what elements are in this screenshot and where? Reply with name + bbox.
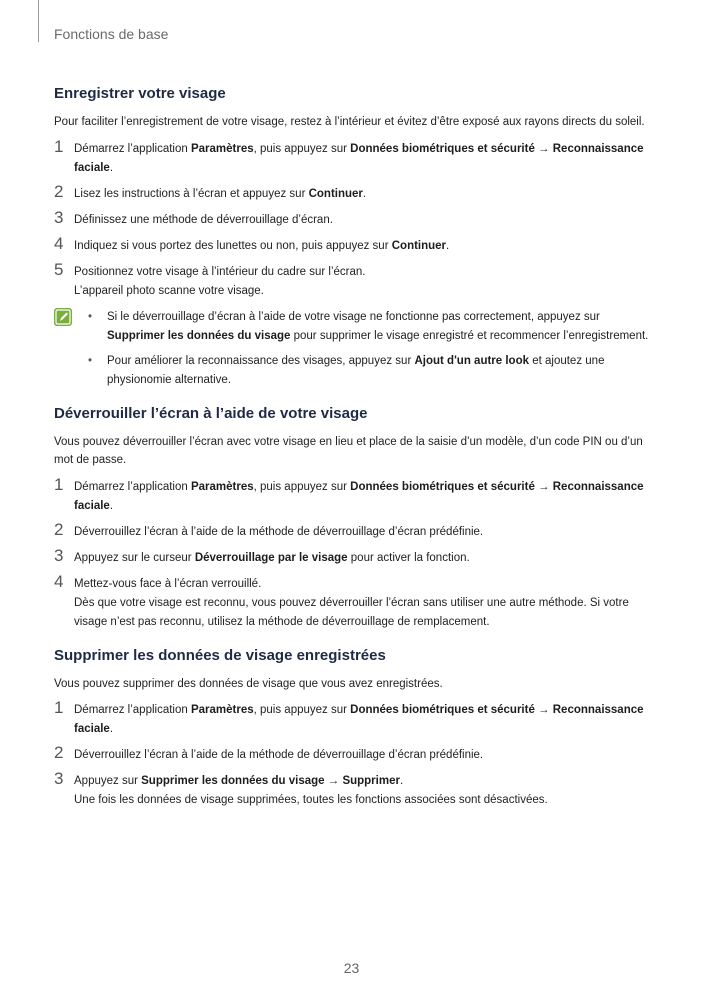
step-number: 4 xyxy=(54,571,64,591)
step-text-part: Positionnez votre visage à l’intérieur du cadre sur l’écran. xyxy=(74,265,366,278)
step-text-part: . xyxy=(362,187,367,200)
step-text xyxy=(74,240,449,252)
step-number: 3 xyxy=(54,545,64,565)
note-text: et ajoutez une physionomie alternative. xyxy=(107,354,605,386)
step-emphasis: Déverrouillage par le visage xyxy=(194,551,348,564)
step-item xyxy=(54,769,650,810)
step-item xyxy=(54,207,650,230)
step-text-part: . xyxy=(109,161,114,174)
step-text-part: Déverrouillez l’écran à l’aide de la méthode de déverrouillage d’écran prédéfinie. xyxy=(74,749,484,761)
step-text-part: Déverrouillez l’écran à l’aide de la méthode de déverrouillage d’écran prédéfinie. xyxy=(74,525,484,538)
note-emphasis: Supprimer les données du visage xyxy=(107,329,291,342)
step-text xyxy=(74,552,470,564)
step-text xyxy=(74,266,365,278)
step-item xyxy=(54,181,650,204)
step-item xyxy=(54,571,650,632)
page-header: Fonctions de base xyxy=(54,26,169,42)
step-emphasis: Données biométriques et sécurité xyxy=(350,704,535,716)
step-text-part: Démarrez l’application xyxy=(74,480,191,493)
step-emphasis: Paramètres xyxy=(190,480,254,493)
step-number: 2 xyxy=(54,743,64,762)
note-emphasis: Ajout d'un autre look xyxy=(414,354,530,367)
step-text-part: Définissez une méthode de déverrouillage d’écran. xyxy=(74,213,333,226)
step-emphasis: Reconnaissance faciale xyxy=(74,704,644,735)
step-emphasis: Continuer xyxy=(308,187,363,200)
section xyxy=(54,404,650,632)
step-emphasis: Données biométriques et sécurité xyxy=(350,480,535,493)
step-text-part: Mettez-vous face à l’écran verrouillé. xyxy=(74,577,262,590)
note-text: Pour améliorer la reconnaissance des visages, appuyez sur xyxy=(107,354,415,367)
step-item xyxy=(54,259,650,301)
step-text-part: → xyxy=(534,142,553,155)
step-number: 4 xyxy=(54,233,64,253)
step-text-part: . xyxy=(399,775,404,787)
note-bullet xyxy=(88,308,650,346)
step-item xyxy=(54,474,650,516)
step-text-part: , puis appuyez sur xyxy=(253,704,351,716)
page-number: 23 xyxy=(343,960,360,976)
step-emphasis: Supprimer les données du visage xyxy=(141,775,325,787)
step-text-part: Appuyez sur le curseur xyxy=(74,551,195,564)
note-box xyxy=(54,308,650,390)
step-subtext: L’appareil photo scanne votre visage. xyxy=(74,284,264,297)
step-text-part: Lisez les instructions à l’écran et appuyez sur xyxy=(74,187,309,200)
step-number: 1 xyxy=(54,474,64,494)
step-emphasis: Supprimer xyxy=(342,775,400,787)
step-text-part: . xyxy=(109,499,114,512)
section-intro: Vous pouvez supprimer des données de visage que vous avez enregistrées. xyxy=(54,677,443,690)
step-item xyxy=(54,545,650,568)
section xyxy=(54,646,650,811)
step-text-part: Démarrez l’application xyxy=(74,704,191,716)
step-item xyxy=(54,698,650,739)
step-text-part: Démarrez l’application xyxy=(74,142,191,155)
section-intro: Vous pouvez déverrouiller l’écran avec votre visage en lieu et place de la saisie d’un modèle, d’un code PIN ou d’un mot de passe. xyxy=(54,435,643,466)
bullet-dot: • xyxy=(88,354,93,367)
step-text-part: . xyxy=(446,239,450,252)
bullet-dot: • xyxy=(88,310,93,323)
section-intro: Pour faciliter l’enregistrement de votre visage, restez à l’intérieur et évitez d’être exposé aux rayons directs du soleil. xyxy=(54,116,645,128)
step-text-part: . xyxy=(109,723,114,735)
step-item xyxy=(54,233,650,256)
step-number: 1 xyxy=(54,698,64,717)
step-emphasis: Données biométriques et sécurité xyxy=(350,142,535,155)
header-rule xyxy=(38,0,39,42)
step-subtext: Une fois les données de visage supprimées, toutes les fonctions associées sont désactivées. xyxy=(74,794,548,806)
step-emphasis: Paramètres xyxy=(190,142,254,155)
step-item xyxy=(54,743,650,765)
step-number: 3 xyxy=(54,207,64,227)
step-text xyxy=(74,704,644,735)
step-item xyxy=(54,136,650,178)
step-text-part: , puis appuyez sur xyxy=(253,142,351,155)
step-item xyxy=(54,519,650,542)
step-emphasis: Paramètres xyxy=(190,704,254,716)
step-emphasis: Reconnaissance faciale xyxy=(74,142,644,174)
step-text xyxy=(74,578,261,590)
step-text xyxy=(74,749,483,761)
step-emphasis: Reconnaissance faciale xyxy=(74,480,644,512)
step-text-part: Appuyez sur xyxy=(74,775,142,787)
note-pencil-icon xyxy=(54,308,72,326)
step-number: 2 xyxy=(54,519,64,539)
section-title: Supprimer les données de visage enregistrées xyxy=(54,646,386,664)
step-text-part: , puis appuyez sur xyxy=(253,480,351,493)
note-text: pour supprimer le visage enregistré et recommencer l’enregistrement. xyxy=(290,329,649,342)
step-text-part: Indiquez si vous portez des lunettes ou non, puis appuyez sur xyxy=(74,239,392,252)
step-text xyxy=(74,775,403,787)
step-emphasis: Continuer xyxy=(391,239,447,252)
note-text: Si le déverrouillage d’écran à l’aide de votre visage ne fonctionne pas correctement, appuyez sur xyxy=(107,310,600,323)
section xyxy=(54,84,650,390)
note-bullet xyxy=(88,352,650,390)
step-text-part: pour activer la fonction. xyxy=(347,551,470,564)
step-number: 5 xyxy=(54,259,64,279)
step-text xyxy=(74,481,644,512)
step-number: 3 xyxy=(54,769,64,788)
step-text-part: → xyxy=(534,704,553,716)
step-text xyxy=(74,188,366,200)
section-title: Enregistrer votre visage xyxy=(54,85,226,102)
step-subtext: Dès que votre visage est reconnu, vous pouvez déverrouiller l’écran sans utiliser une autre méthode. Si votre visage n’est pas reconnu, utilisez la méthode de déverrouillage de remplacement. xyxy=(74,596,629,628)
page-content xyxy=(54,84,650,817)
step-text xyxy=(74,143,644,174)
step-text-part: → xyxy=(534,480,553,493)
step-text-part: → xyxy=(324,775,343,787)
step-text xyxy=(74,214,333,226)
step-number: 2 xyxy=(54,181,64,201)
step-number: 1 xyxy=(54,136,64,156)
step-text xyxy=(74,526,483,538)
section-title: Déverrouiller l’écran à l’aide de votre visage xyxy=(54,404,368,422)
